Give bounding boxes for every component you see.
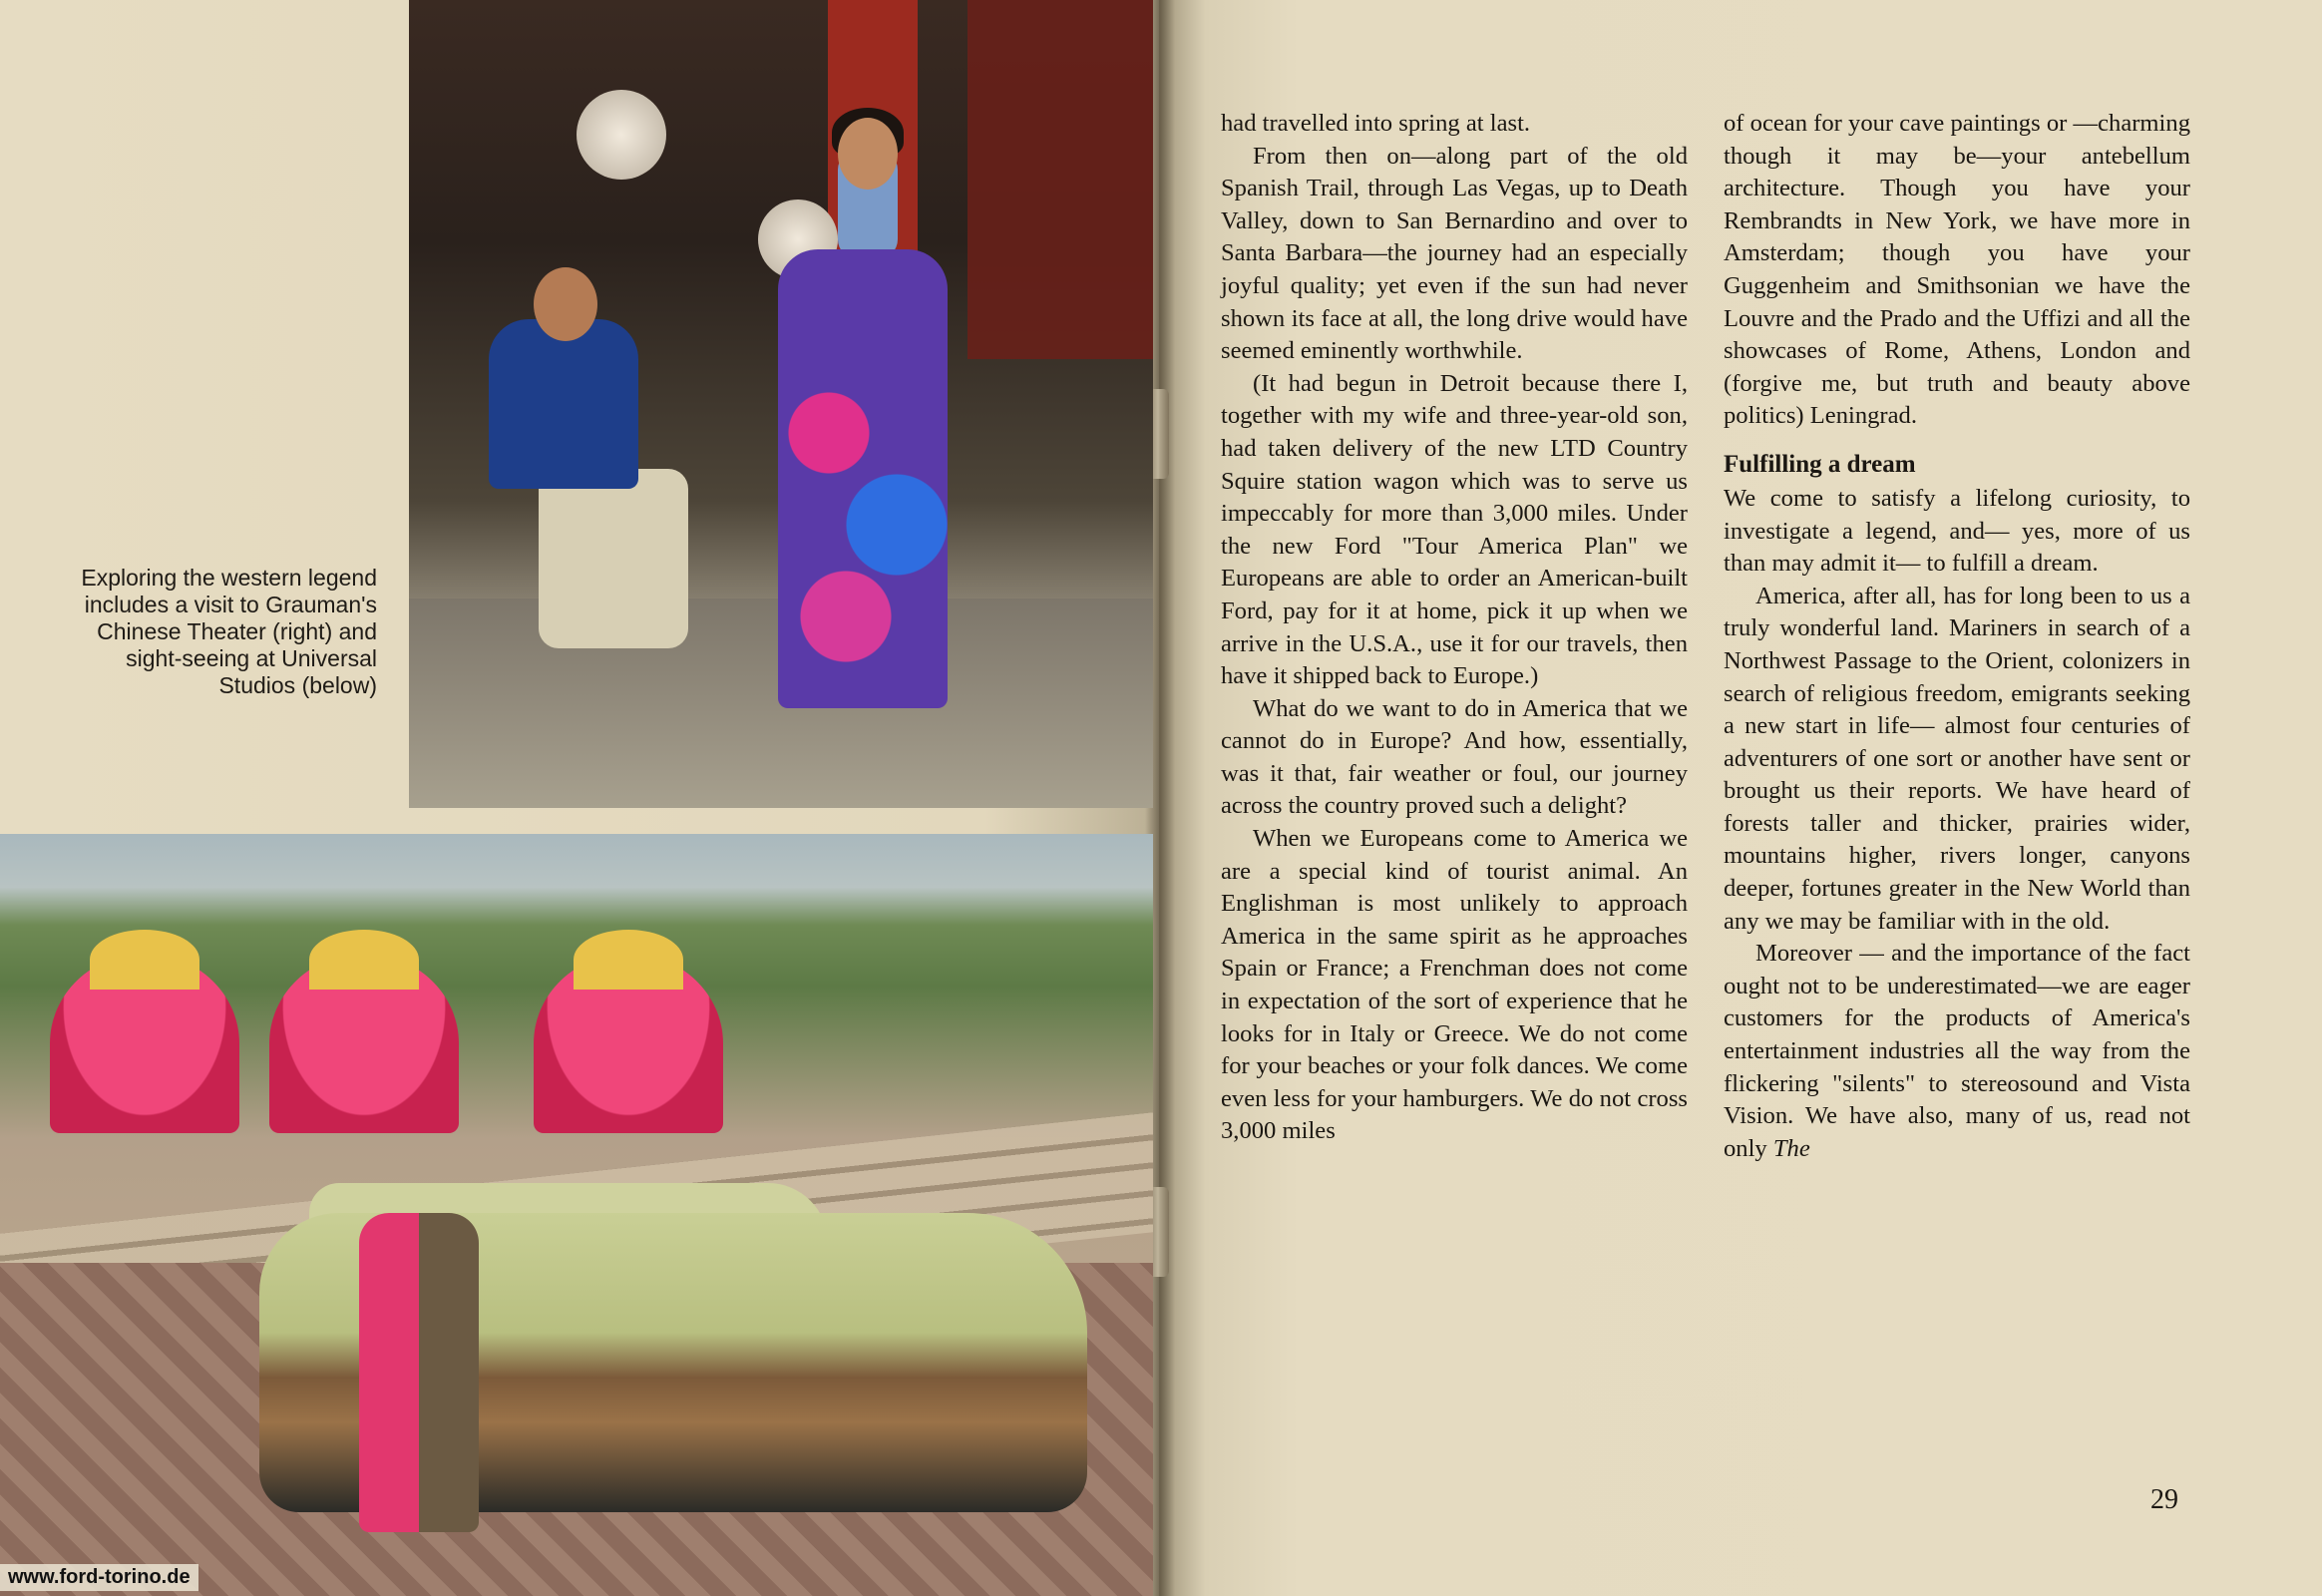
paragraph: America, after all, has for long been to us a truly wonderful land. Mariners in search of a Northwest Passage to the Orient, colonizers in search of religious freedom, emigrants seeking a new start in life— almost four centuries of adventurers of one sort or another have sent or brought us their reports. We have heard of forests taller and thicker, prairies wider, mountains higher, rivers longer, canyons deeper, fortunes greater in the New World than any we may be familiar with in the old. <box>1724 582 2190 935</box>
paragraph-text: Moreover — and the importance of the fact ought not to be underestimated—we are eager customers for the products of America's entertainment industries all the way from the flickering "silents" to stereosound and Vista Vision. We have also, many of us, read not only <box>1724 940 2190 1162</box>
paragraph: When we Europeans come to America we are a special kind of tourist animal. An Englishman is most unlikely to approach America in the same spirit as he approaches Spain or France; a Frenchman does not come in expectation of the sort of experience that he looks for in Italy or Greece. We do not come for your beaches or your folk dances. We come even less for your hamburgers. We do not cross 3,000 miles <box>1221 825 1688 1145</box>
paragraph: What do we want to do in America that we cannot do in Europe? And how, essentially, was it that, fair weather or foul, our journey across the country proved such a delight? <box>1221 694 1688 820</box>
italic-title: The <box>1772 1134 1810 1162</box>
page-number: 29 <box>2150 1484 2178 1515</box>
paragraph: of ocean for your cave paintings or —charming though it may be—your antebellum architecture. Though you have your Rembrandts in New York, we have more in Amsterdam; though you have your Guggenheim and Smithsonian we have the Louvre and the Prado and the Uffizi and all the showcases of Rome, Athens, London and (forgive me, but truth and beauty above politics) Leningrad. <box>1724 110 2190 430</box>
text-column-1 <box>1221 108 1688 1148</box>
paragraph <box>1724 938 2190 1165</box>
paragraph: We come to satisfy a lifelong curiosity, to investigate a legend, and— yes, more of us than may admit it— to fulfill a dream. <box>1724 484 2190 578</box>
photo-universal-studios <box>0 834 1153 1596</box>
text-column-2 <box>1724 108 2190 1165</box>
section-heading: Fulfilling a dream <box>1724 450 1916 478</box>
watermark-url[interactable]: www.ford-torino.de <box>0 1564 198 1591</box>
paragraph: From then on—along part of the old Spanish Trail, through Las Vegas, up to Death Valley, down to San Bernardino and over to Santa Barbara—the journey had an especially joyful quality; yet even if the sun had never shown its face at all, the long drive would have seemed eminently worthwhile. <box>1221 142 1688 365</box>
photo-chinese-theater <box>409 0 1153 808</box>
photo-caption: Exploring the western legend includes a visit to Grauman's Chinese Theater (right) and sight-seeing at Universal Studios (below) <box>81 565 377 698</box>
paragraph: (It had begun in Detroit because there I, together with my wife and three-year-old son, had taken delivery of the new LTD Country Squire station wagon which was to serve us impeccably for more than 3,000 miles. Under the new Ford "Tour America Plan" we Europeans are able to order an American-built Ford, pay for it at home, pick it up when we arrive in the U.S.A., use it for our travels, then have it shipped back to Europe.) <box>1221 369 1688 690</box>
paragraph: had travelled into spring at last. <box>1221 110 1531 137</box>
